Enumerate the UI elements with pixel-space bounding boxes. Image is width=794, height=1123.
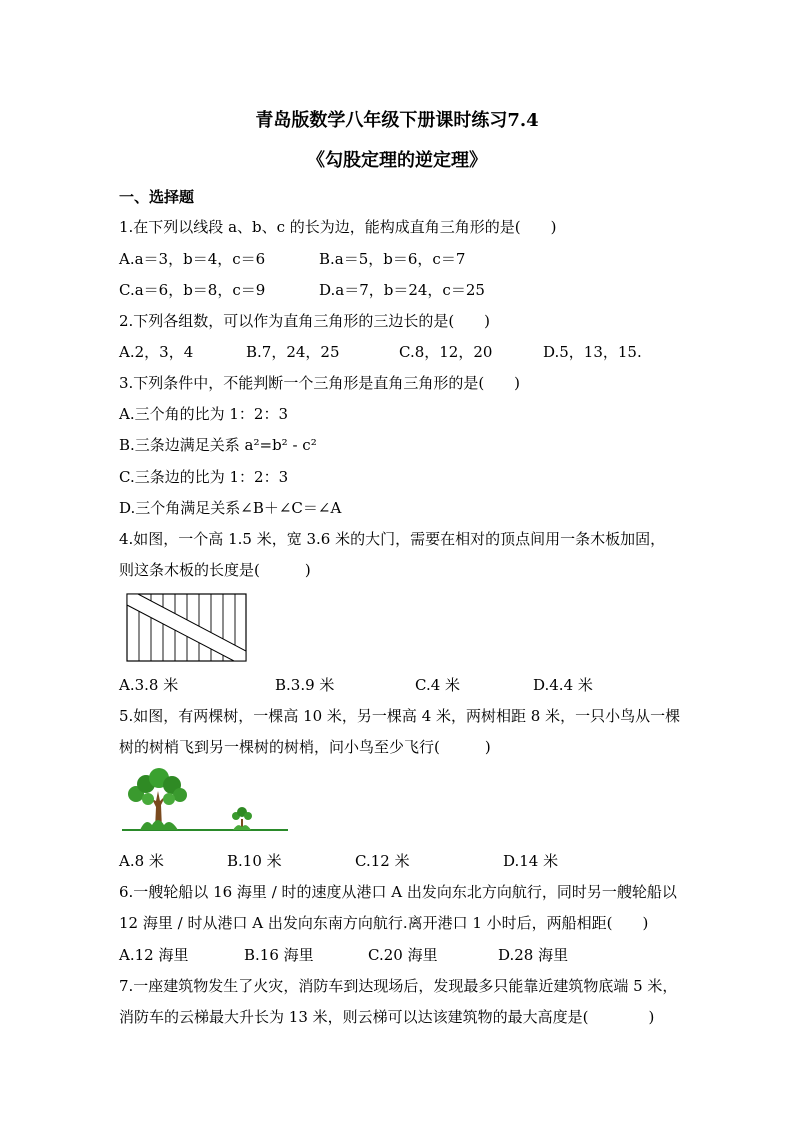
question-3-option-d: D.三个角满足关系∠B＋∠C＝∠A: [119, 499, 342, 517]
question-3-option-a: A.三个角的比为 1：2：3: [119, 405, 288, 423]
tall-tree-icon: [128, 768, 187, 830]
question-5-option-b: B.10 米: [227, 852, 282, 870]
question-1-option-a: A.a＝3，b＝4，c＝6: [119, 250, 266, 268]
question-2-option-a: A.2，3，4: [119, 343, 194, 361]
question-4-option-b: B.3.9 米: [275, 676, 335, 694]
two-trees-figure: [122, 767, 288, 835]
question-6-stem-line-1: 6.一艘轮船以 16 海里 / 时的速度从港口 A 出发向东北方向航行，同时另一艘轮船以: [119, 883, 677, 901]
question-2-stem: 2.下列各组数，可以作为直角三角形的三边长的是( ): [119, 312, 491, 330]
question-7-stem-line-1: 7.一座建筑物发生了火灾，消防车到达现场后，发现最多只能靠近建筑物底端 5 米，: [119, 977, 678, 995]
question-3-option-b: B.三条边满足关系 a²=b² - c²: [119, 436, 317, 454]
document-title: 青岛版数学八年级下册课时练习7.4: [255, 110, 539, 131]
question-5-option-a: A.8 米: [119, 852, 164, 870]
question-2-option-c: C.8，12，20: [399, 343, 493, 361]
section-heading-choice: 一、选择题: [119, 188, 195, 206]
question-4-option-d: D.4.4 米: [533, 676, 593, 694]
question-2-option-d: D.5，13，15.: [543, 343, 642, 361]
question-6-option-c: C.20 海里: [368, 946, 438, 964]
question-6-stem-line-2: 12 海里 / 时从港口 A 出发向东南方向航行.离开港口 1 小时后，两船相距( ): [119, 914, 649, 932]
document-subtitle: 《勾股定理的逆定理》: [307, 150, 487, 171]
question-5-option-c: C.12 米: [355, 852, 410, 870]
question-4-stem-line-2: 则这条木板的长度是( ): [119, 561, 311, 579]
question-2-option-b: B.7，24，25: [246, 343, 340, 361]
question-1-stem: 1.在下列以线段 a、b、c 的长为边，能构成直角三角形的是( ): [119, 218, 557, 236]
question-4-stem-line-1: 4.如图，一个高 1.5 米，宽 3.6 米的大门，需要在相对的顶点间用一条木板加固，: [119, 530, 666, 548]
question-6-option-d: D.28 海里: [498, 946, 569, 964]
question-5-option-d: D.14 米: [503, 852, 559, 870]
question-7-stem-line-2: 消防车的云梯最大升长为 13 米，则云梯可以达该建筑物的最大高度是( ): [119, 1008, 655, 1026]
question-5-stem-line-1: 5.如图，有两棵树，一棵高 10 米，另一棵高 4 米，两树相距 8 米，一只小鸟从一棵: [119, 707, 681, 725]
question-5-stem-line-2: 树的树梢飞到另一棵树的树梢，问小鸟至少飞行( ): [119, 738, 491, 756]
question-3-option-c: C.三条边的比为 1：2：3: [119, 468, 289, 486]
short-tree-icon: [232, 807, 252, 830]
question-4-option-a: A.3.8 米: [119, 676, 179, 694]
question-4-option-c: C.4 米: [415, 676, 461, 694]
question-6-option-a: A.12 海里: [119, 946, 189, 964]
question-1-option-d: D.a＝7，b＝24，c＝25: [319, 281, 485, 299]
question-3-stem: 3.下列条件中，不能判断一个三角形是直角三角形的是( ): [119, 374, 521, 392]
question-1-option-b: B.a＝5，b＝6，c＝7: [319, 250, 466, 268]
gate-figure: [126, 593, 248, 663]
question-1-option-c: C.a＝6，b＝8，c＝9: [119, 281, 266, 299]
question-6-option-b: B.16 海里: [244, 946, 314, 964]
